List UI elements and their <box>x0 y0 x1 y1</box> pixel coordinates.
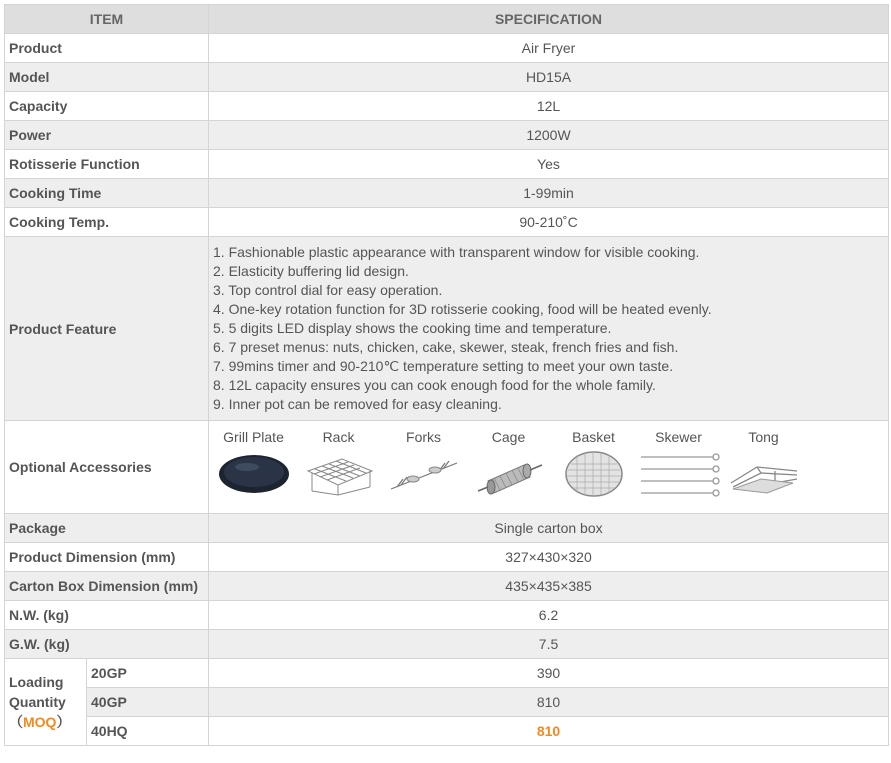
accessories-list <box>209 425 888 499</box>
row-label: Package <box>5 514 209 543</box>
row-value: 327×430×320 <box>209 543 889 572</box>
moq-open: （ <box>9 714 23 730</box>
accessory-forks <box>381 425 466 499</box>
feature-line: 1. Fashionable plastic appearance with transparent window for visible cooking. <box>213 244 700 260</box>
row-product-dimension <box>5 543 889 572</box>
accessory-label: Grill Plate <box>223 429 284 445</box>
accessory-basket <box>551 425 636 499</box>
feature-line: 3. Top control dial for easy operation. <box>213 282 443 298</box>
row-value: Single carton box <box>209 514 889 543</box>
spec-table <box>4 4 889 746</box>
row-nw <box>5 601 889 630</box>
row-value: Yes <box>209 150 889 179</box>
moq-close: ） <box>56 714 71 730</box>
container-value-moq: 810 <box>209 717 889 746</box>
row-label: Capacity <box>5 92 209 121</box>
row-value: 435×435×385 <box>209 572 889 601</box>
accessories-cell <box>209 421 889 514</box>
row-label: Product <box>5 34 209 63</box>
accessory-label: Cage <box>491 429 526 445</box>
loading-label-line1: Loading <box>9 674 64 690</box>
row-value: 6.2 <box>209 601 889 630</box>
row-gw <box>5 630 889 659</box>
row-value: 7.5 <box>209 630 889 659</box>
row-capacity <box>5 92 889 121</box>
feature-line: 8. 12L capacity ensures you can cook enough food for the whole family. <box>213 377 656 393</box>
row-value: Air Fryer <box>209 34 889 63</box>
row-rotisserie <box>5 150 889 179</box>
basket-icon <box>557 449 631 499</box>
row-cooking-time <box>5 179 889 208</box>
accessory-label: Tong <box>748 429 779 445</box>
skewer-icon <box>635 449 723 499</box>
row-power <box>5 121 889 150</box>
loading-label-line2: Quantity <box>9 694 66 710</box>
row-model <box>5 63 889 92</box>
row-label: Optional Accessories <box>5 421 209 514</box>
row-value: 90-210˚C <box>209 208 889 237</box>
row-loading-40hq <box>5 717 889 746</box>
feature-line: 9. Inner pot can be removed for easy cleaning. <box>213 396 502 412</box>
row-cooking-temp <box>5 208 889 237</box>
accessory-label: Forks <box>406 429 442 445</box>
row-carton-dimension <box>5 572 889 601</box>
row-label: Product Feature <box>5 237 209 421</box>
moq-label: MOQ <box>23 714 57 730</box>
accessory-label: Basket <box>572 429 615 445</box>
row-loading-40gp <box>5 688 889 717</box>
row-label: Cooking Temp. <box>5 208 209 237</box>
row-feature <box>5 237 889 421</box>
container-label: 40GP <box>87 688 209 717</box>
feature-line: 5. 5 digits LED display shows the cooking time and temperature. <box>213 320 612 336</box>
row-product <box>5 34 889 63</box>
tong-icon <box>727 449 801 499</box>
forks-icon <box>387 449 461 499</box>
row-label: Cooking Time <box>5 179 209 208</box>
rack-icon <box>302 449 376 499</box>
row-package <box>5 514 889 543</box>
feature-line: 6. 7 preset menus: nuts, chicken, cake, skewer, steak, french fries and fish. <box>213 339 679 355</box>
loading-quantity-label <box>5 659 87 746</box>
accessory-grill-plate <box>211 425 296 499</box>
row-label: Carton Box Dimension (mm) <box>5 572 209 601</box>
accessory-skewer <box>636 425 721 499</box>
row-label: Rotisserie Function <box>5 150 209 179</box>
accessory-cage <box>466 425 551 499</box>
row-label: Product Dimension (mm) <box>5 543 209 572</box>
moq-line <box>9 712 82 732</box>
row-value: 12L <box>209 92 889 121</box>
row-label: Power <box>5 121 209 150</box>
grill-plate-icon <box>217 449 291 499</box>
header-row <box>5 5 889 34</box>
row-label: N.W. (kg) <box>5 601 209 630</box>
row-accessories <box>5 421 889 514</box>
row-value: 1200W <box>209 121 889 150</box>
header-item: ITEM <box>5 5 209 34</box>
container-label: 40HQ <box>87 717 209 746</box>
accessory-tong <box>721 425 806 499</box>
row-value: 1-99min <box>209 179 889 208</box>
row-label: G.W. (kg) <box>5 630 209 659</box>
feature-line: 4. One-key rotation function for 3D rotisserie cooking, food will be heated evenly. <box>213 301 712 317</box>
feature-line: 7. 99mins timer and 90-210℃ temperature setting to meet your own taste. <box>213 358 674 374</box>
accessory-label: Rack <box>322 429 355 445</box>
header-specification: SPECIFICATION <box>209 5 889 34</box>
row-loading-20gp <box>5 659 889 688</box>
feature-list <box>209 237 889 421</box>
row-value: HD15A <box>209 63 889 92</box>
container-value: 810 <box>209 688 889 717</box>
cage-icon <box>472 449 546 499</box>
accessory-label: Skewer <box>655 429 702 445</box>
container-value: 390 <box>209 659 889 688</box>
row-label: Model <box>5 63 209 92</box>
feature-line: 2. Elasticity buffering lid design. <box>213 263 409 279</box>
container-label: 20GP <box>87 659 209 688</box>
accessory-rack <box>296 425 381 499</box>
